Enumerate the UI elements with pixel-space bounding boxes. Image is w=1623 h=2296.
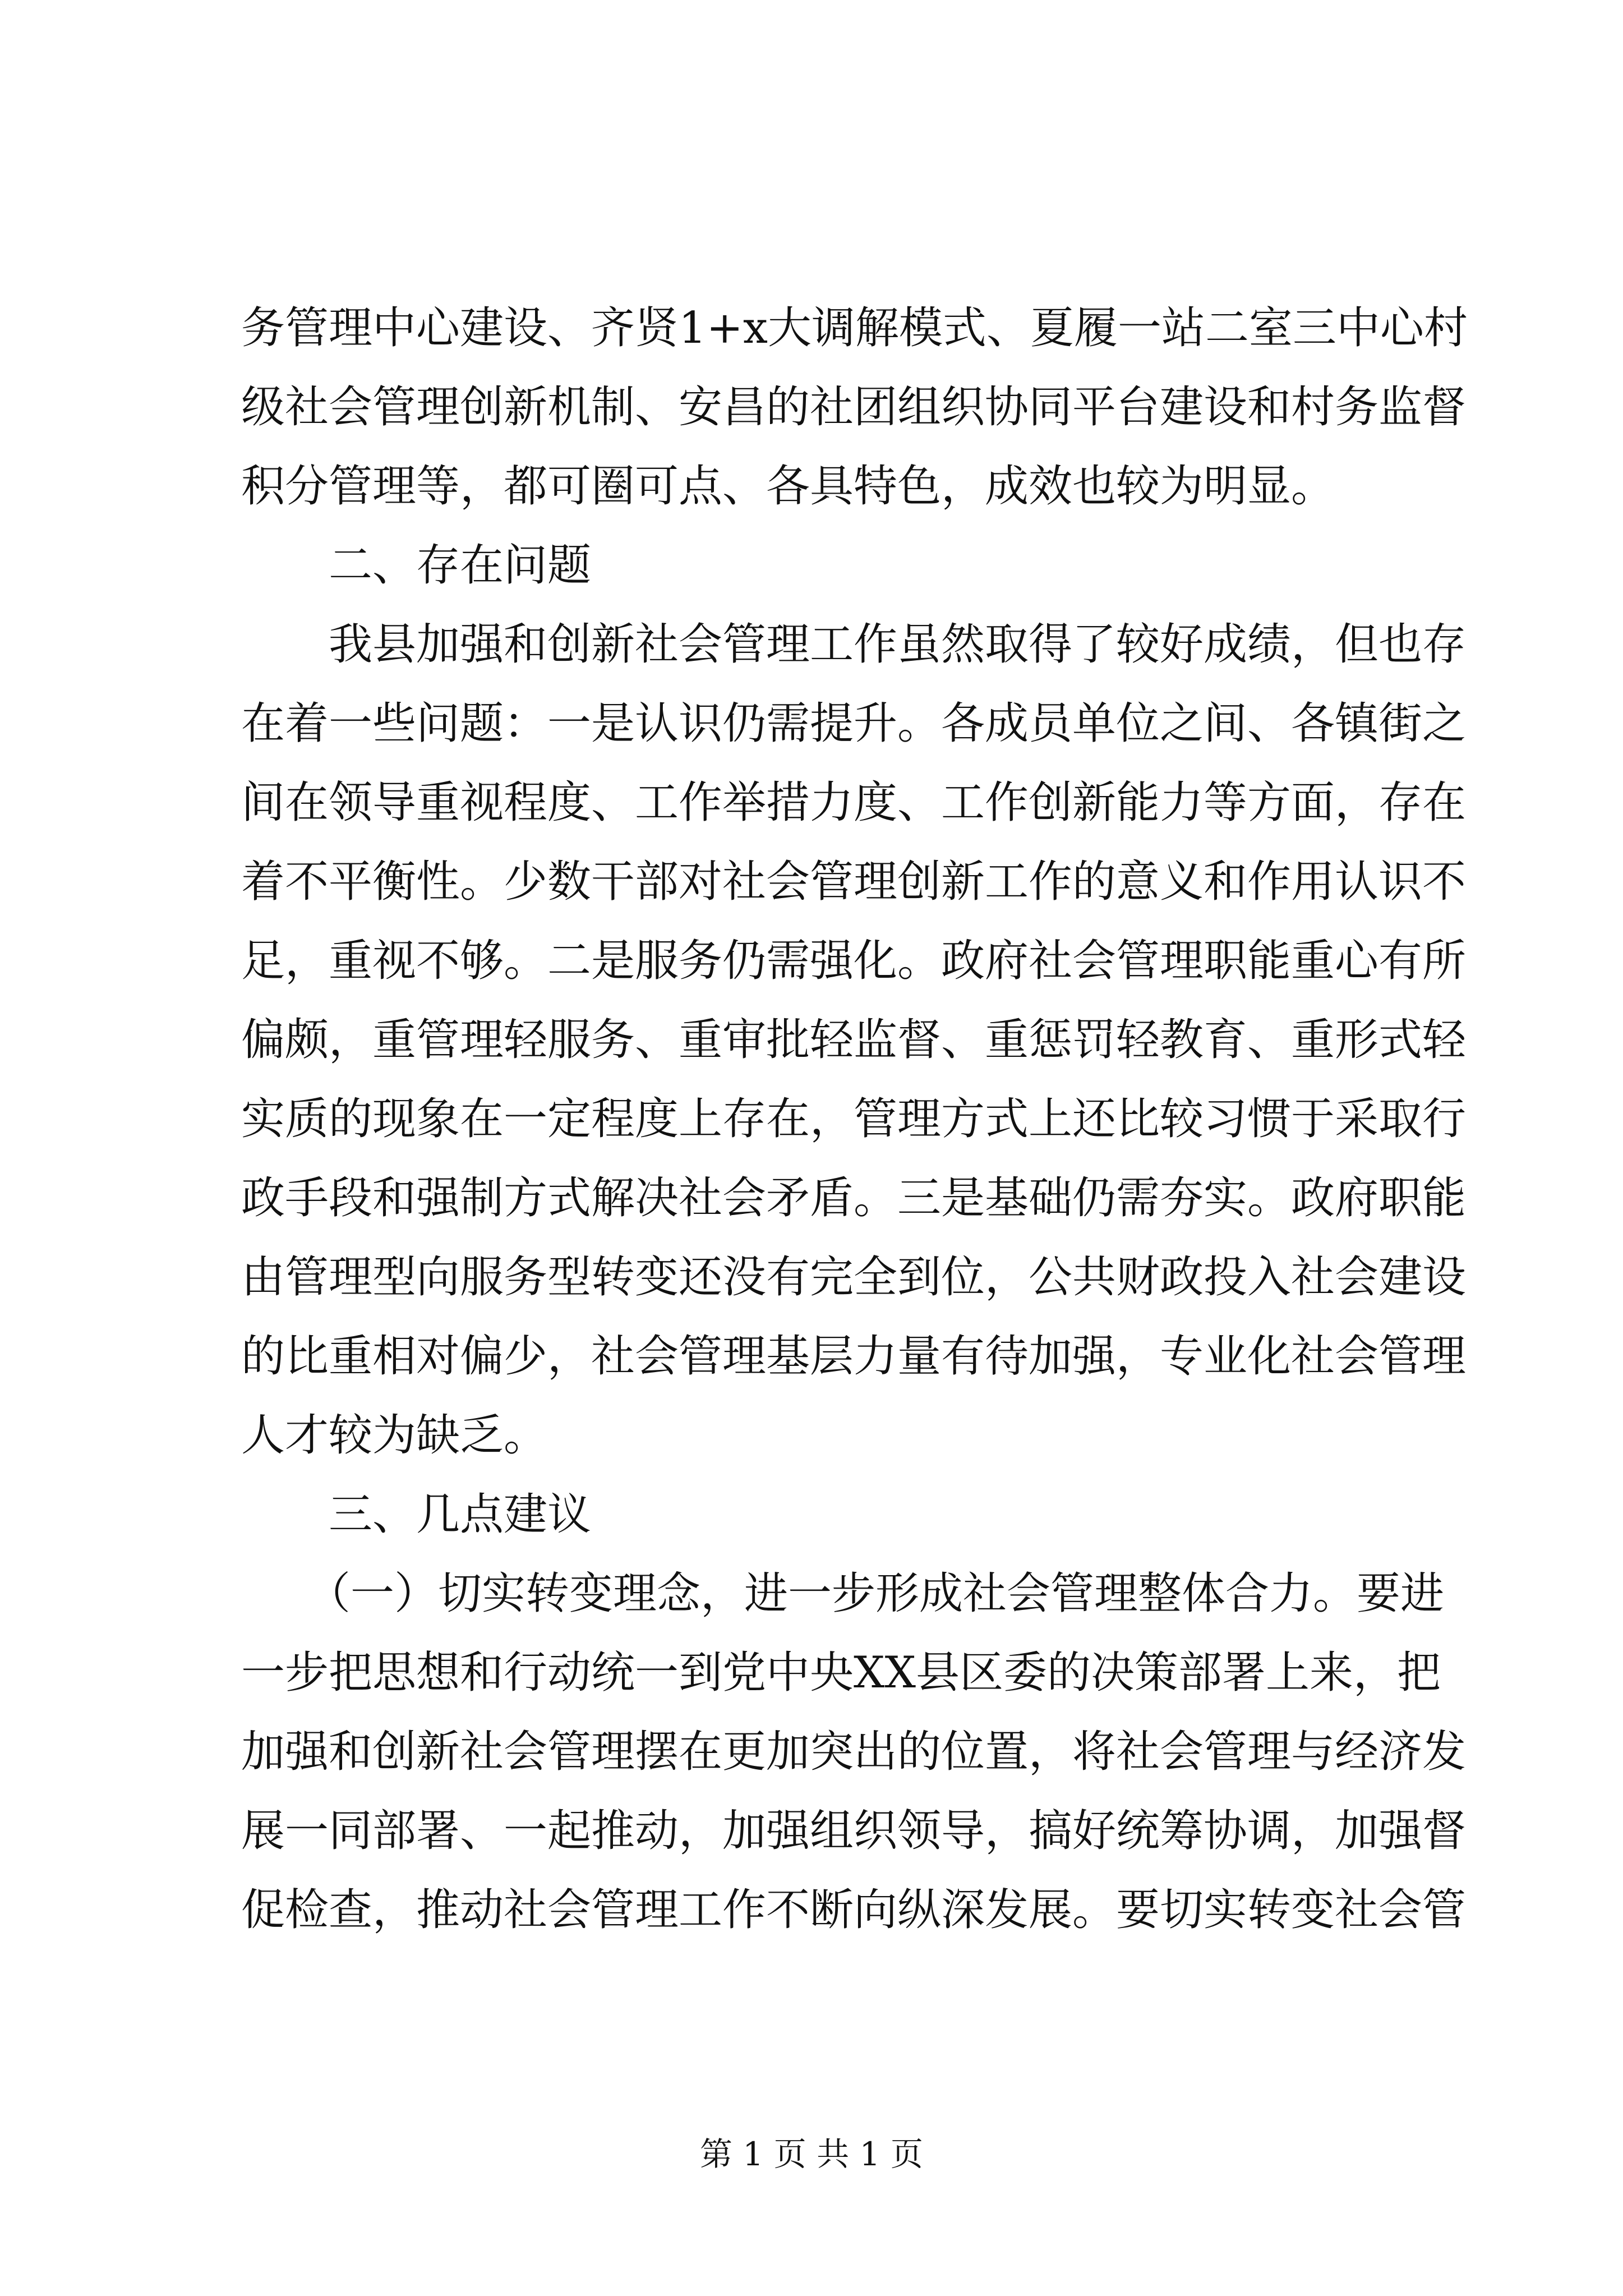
section-heading: 三、几点建议 bbox=[241, 1489, 592, 1540]
text-line: 实质的现象在一定程度上存在，管理方式上还比较习惯于采取行 bbox=[241, 1094, 1467, 1144]
text-line: 级社会管理创新机制、安昌的社团组织协同平台建设和村务监督 bbox=[241, 382, 1467, 432]
text-line: 足，重视不够。二是服务仍需强化。政府社会管理职能重心有所 bbox=[241, 936, 1467, 986]
text-line: 由管理型向服务型转变还没有完全到位，公共财政投入社会建设 bbox=[241, 1252, 1467, 1303]
text-line: 展一同部署、一起推动，加强组织领导，搞好统筹协调，加强督 bbox=[241, 1806, 1467, 1856]
text-line: 务管理中心建设、齐贤1+x大调解模式、夏履一站二室三中心村 bbox=[241, 303, 1468, 353]
text-line: 一步把思想和行动统一到党中央XX县区委的决策部署上来，把 bbox=[241, 1648, 1441, 1698]
text-line: 积分管理等，都可圈可点、各具特色，成效也较为明显。 bbox=[241, 461, 1335, 512]
text-line: （一）切实转变理念，进一步形成社会管理整体合力。要进 bbox=[241, 1568, 1445, 1619]
text-line: 偏颇，重管理轻服务、重审批轻监督、重惩罚轻教育、重形式轻 bbox=[241, 1015, 1467, 1065]
body-text bbox=[241, 289, 1468, 1950]
text-line: 人才较为缺乏。 bbox=[241, 1410, 548, 1461]
text-line: 间在领导重视程度、工作举措力度、工作创新能力等方面，存在 bbox=[241, 777, 1467, 828]
text-line: 促检查，推动社会管理工作不断向纵深发展。要切实转变社会管 bbox=[241, 1885, 1467, 1935]
page-number-footer: 第 1 页 共 1 页 bbox=[700, 2135, 923, 2173]
text-line: 加强和创新社会管理摆在更加突出的位置，将社会管理与经济发 bbox=[241, 1727, 1467, 1777]
text-line: 着不平衡性。少数干部对社会管理创新工作的意义和作用认识不 bbox=[241, 857, 1467, 907]
text-line: 政手段和强制方式解决社会矛盾。三是基础仍需夯实。政府职能 bbox=[241, 1173, 1467, 1223]
text-line: 的比重相对偏少，社会管理基层力量有待加强，专业化社会管理 bbox=[241, 1331, 1467, 1382]
section-heading: 二、存在问题 bbox=[241, 540, 592, 591]
text-line: 在着一些问题：一是认识仍需提升。各成员单位之间、各镇街之 bbox=[241, 698, 1467, 749]
text-line: 我县加强和创新社会管理工作虽然取得了较好成绩，但也存 bbox=[241, 619, 1467, 670]
